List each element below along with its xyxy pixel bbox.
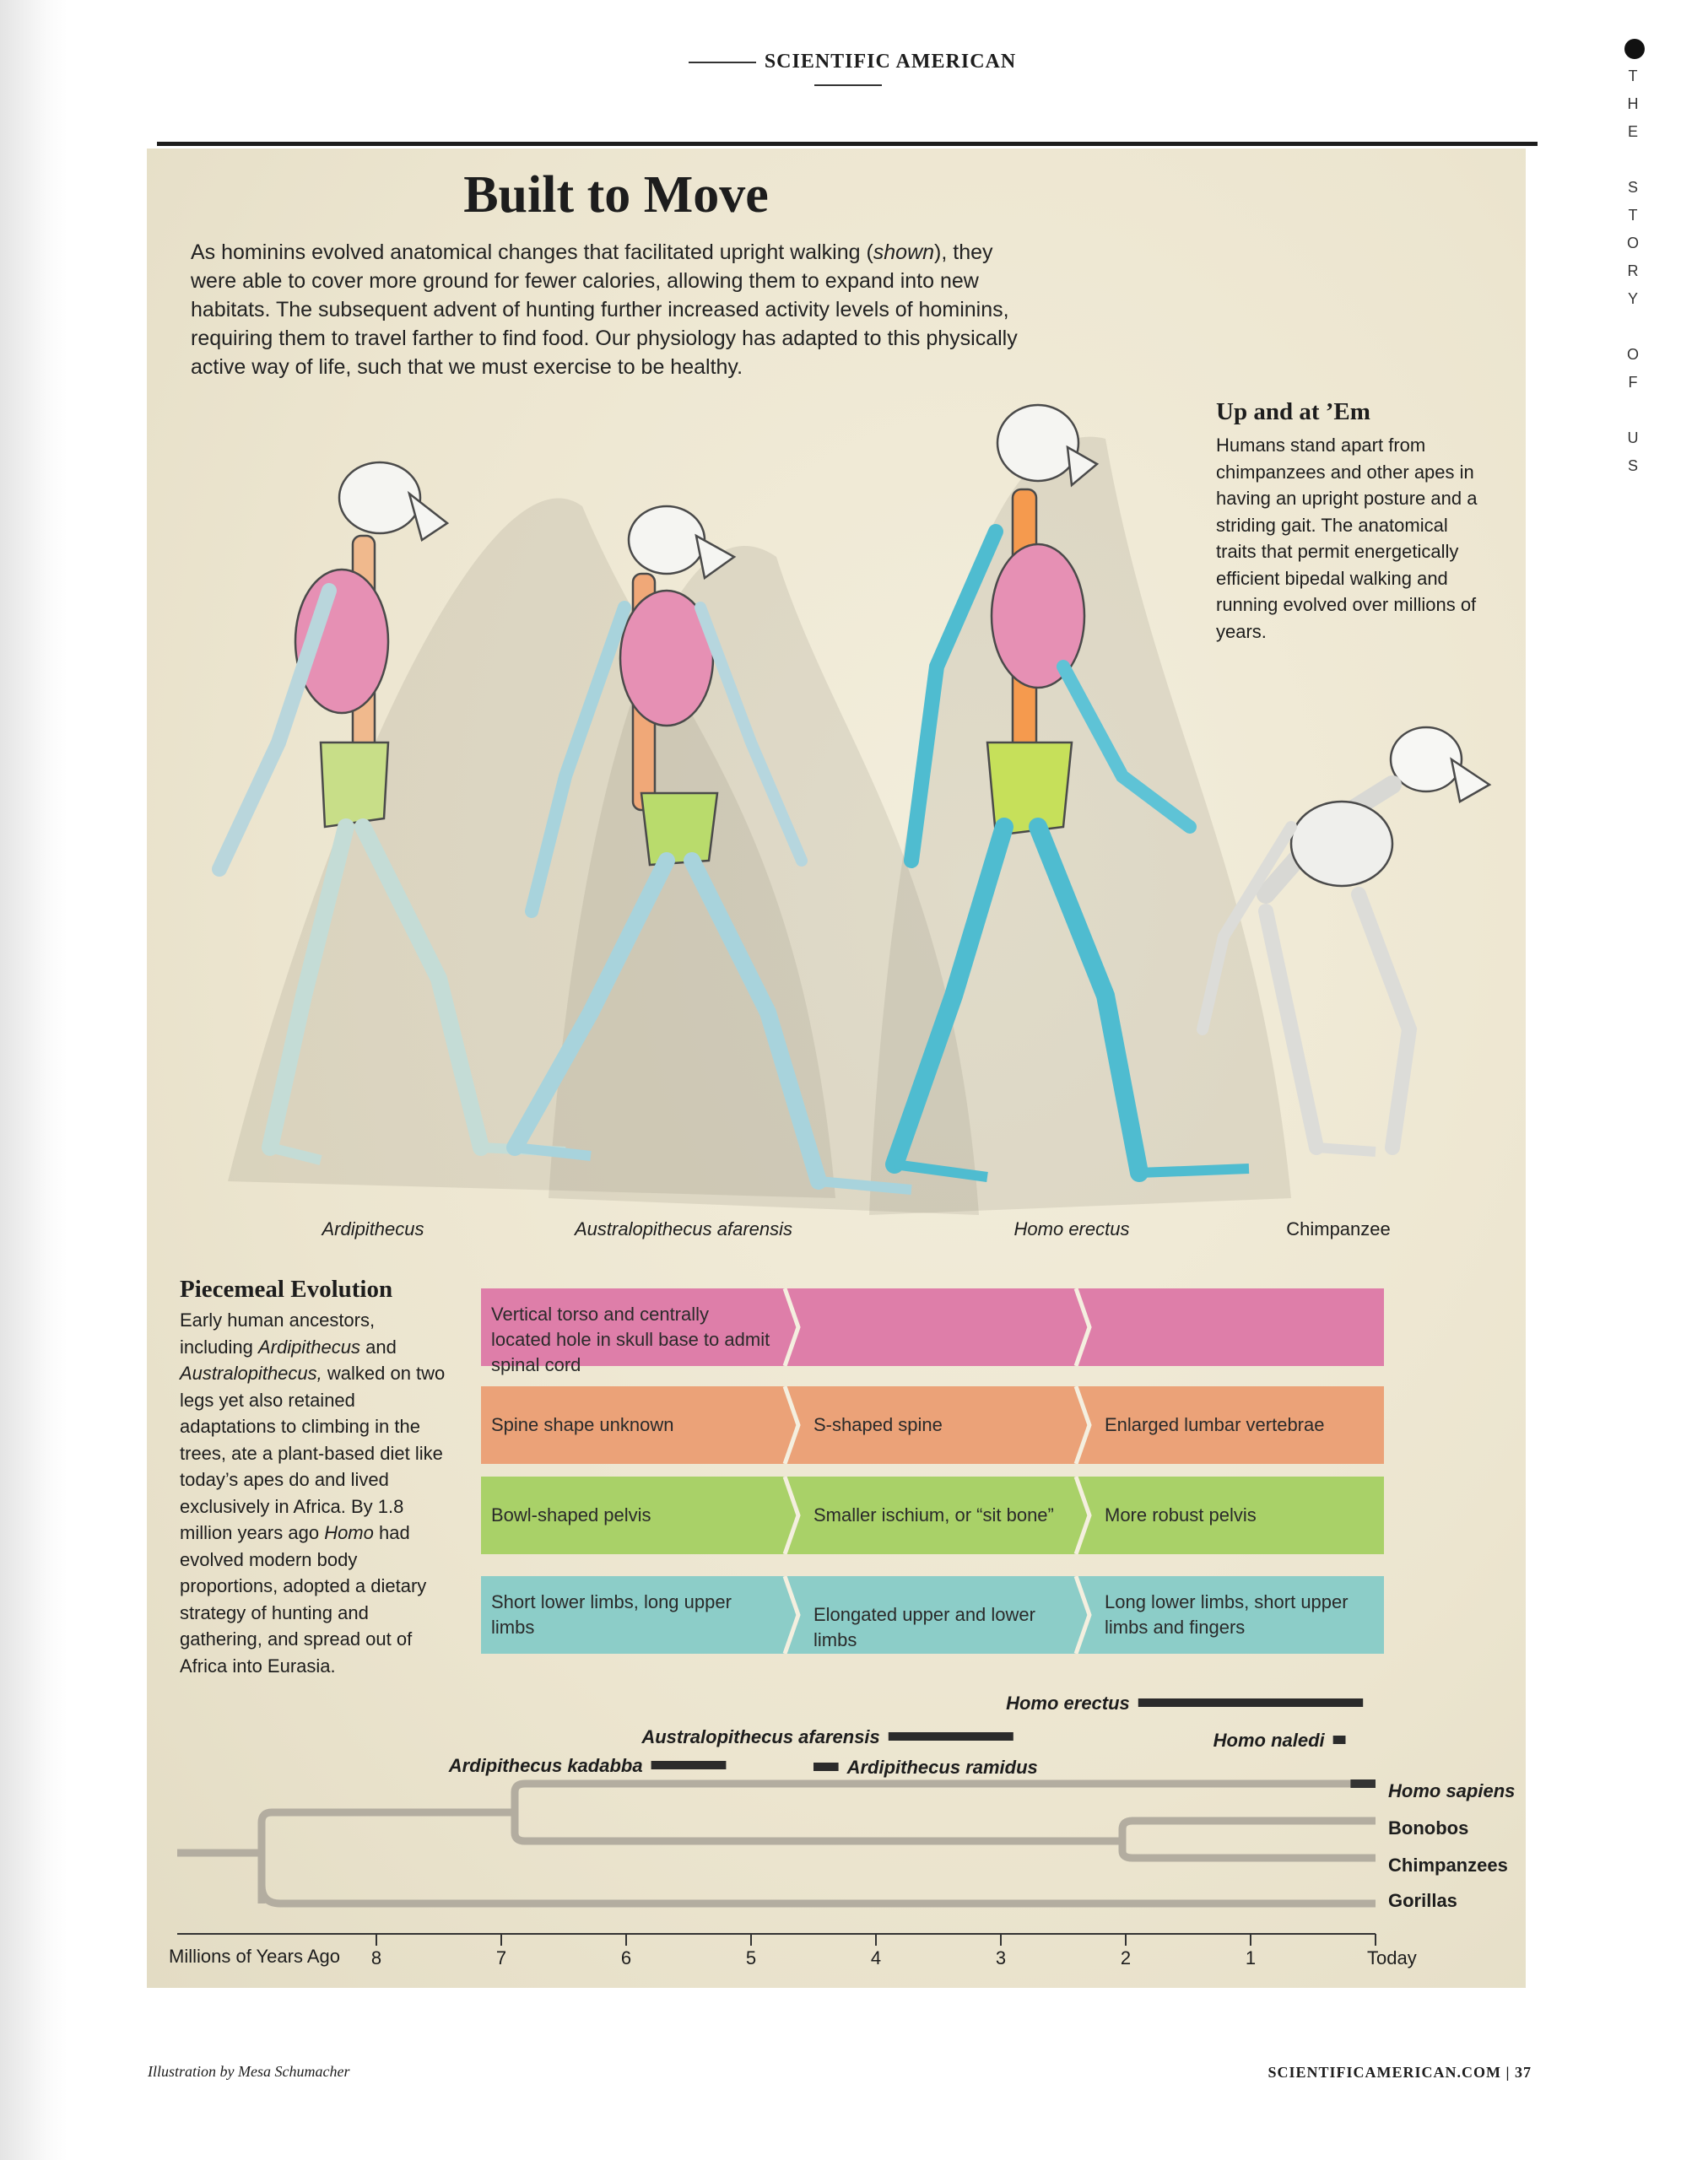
side-column-letter: U [1627, 429, 1639, 446]
side-column-letter: E [1627, 123, 1638, 140]
sidebar-title: Up and at ’Em [1216, 398, 1370, 425]
side-column-letter [1620, 318, 1646, 346]
piecemeal-title: Piecemeal Evolution [180, 1276, 393, 1303]
fossil-range-bar [651, 1761, 727, 1769]
time-axis-tick-label: 5 [745, 1947, 757, 1968]
section-dot-icon [1624, 39, 1645, 59]
living-species-label: Bonobos [1388, 1817, 1469, 1839]
side-column-letter: O [1626, 235, 1639, 251]
piecemeal-italic: Homo [324, 1522, 374, 1543]
side-column-label [1620, 68, 1646, 485]
intro-part-2: ), they were able to cover more ground for fewer calories, allowing them to expand into new habitats. The subsequent advent of hunting further increased activity levels of hominins, requiring them to travel farther to find food. Our physiology has adapted to this physically active way of life, such that we must exercise to be healthy. [191, 240, 1018, 379]
illustration-credit: Illustration by Mesa Schumacher [148, 2063, 350, 2080]
piecemeal-text: and [360, 1336, 397, 1358]
fossil-species-label: Ardipithecus ramidus [846, 1757, 1038, 1778]
time-axis-tick-label: 2 [1120, 1947, 1132, 1968]
piecemeal-italic: Ardipithecus [257, 1336, 361, 1358]
fossil-range-bar [813, 1763, 839, 1771]
species-label: Australopithecus afarensis [574, 1218, 793, 1239]
intro-part-1: As hominins evolved anatomical changes that facilitated upright walking ( [191, 240, 873, 264]
band-cell-text: Enlarged lumbar vertebrae [1105, 1414, 1325, 1435]
species-label: Homo erectus [1013, 1218, 1130, 1239]
living-species-label: Gorillas [1388, 1890, 1457, 1911]
time-axis-tick-label: 3 [995, 1947, 1007, 1968]
top-rule [157, 142, 1538, 146]
side-column-letter: Y [1627, 290, 1638, 307]
masthead: SCIENTIFIC AMERICAN [641, 51, 1055, 96]
side-column-letter: O [1626, 346, 1639, 363]
side-column-letter: H [1627, 95, 1639, 112]
band-cell-text: Vertical torso and centrally located hole in skull base to admit spinal cord [491, 1304, 770, 1375]
page-title: Built to Move [463, 166, 769, 224]
fossil-species-label: Homo erectus [1006, 1693, 1130, 1714]
living-species-label: Chimpanzees [1388, 1855, 1508, 1876]
side-column-letter: T [1628, 68, 1638, 84]
piecemeal-text: had evolved modern body proportions, adopted a dietary strategy of hunting and gathering, and spread out of Africa into Eurasia. [180, 1522, 427, 1677]
page-folio: SCIENTIFICAMERICAN.COM | 37 [1267, 2064, 1532, 2081]
piecemeal-text: walked on two legs yet also retained adaptations to climbing in the trees, ate a plant-based diet like today’s apes do and lived exclusively in Africa. By 1.8 million years ago [180, 1363, 446, 1543]
phylogeny-timeline [160, 1679, 1527, 1983]
side-column-letter: F [1628, 374, 1638, 391]
intro-italic: shown [873, 240, 935, 264]
band-cell-text: Spine shape unknown [491, 1414, 674, 1435]
fossil-species-label: Australopithecus afarensis [641, 1726, 880, 1747]
intro-text [191, 238, 1035, 381]
fossil-species-label: Ardipithecus kadabba [448, 1755, 643, 1776]
side-column-letter [1620, 151, 1646, 179]
time-axis-tick-label: 8 [370, 1947, 382, 1968]
band-cell-text: S-shaped spine [813, 1414, 943, 1435]
fossil-range-bar [1138, 1698, 1363, 1707]
band-cell-text: More robust pelvis [1105, 1504, 1257, 1526]
binding-shadow [0, 0, 68, 2160]
piecemeal-body [180, 1307, 450, 1679]
sidebar-body: Humans stand apart from chimpanzees and other apes in having an upright posture and a striding gait. The anatomical traits that permit energetically efficient bipedal walking and running evolved over millions of years. [1216, 435, 1478, 642]
time-axis-tick-label: 7 [495, 1947, 507, 1968]
side-column-letter: T [1628, 207, 1638, 224]
band-cell-text: Smaller ischium, or “sit bone” [813, 1504, 1054, 1526]
species-bar [1350, 1779, 1376, 1788]
species-label: Chimpanzee [1286, 1218, 1391, 1239]
band-limbs [481, 1576, 1384, 1654]
time-axis-tick-label: 1 [1245, 1947, 1257, 1968]
tree-branch-chimpanzees [1122, 1841, 1376, 1858]
band-cell-text: Elongated upper and lower limbs [813, 1604, 1035, 1650]
species-label: Ardipithecus [322, 1218, 424, 1239]
tree-branch-hominins [515, 1784, 1376, 1812]
tree-branch [262, 1812, 515, 1904]
band-pelvis [481, 1477, 1384, 1554]
side-column-letter [1620, 402, 1646, 429]
fossil-range-bar [1333, 1736, 1346, 1744]
time-axis-tick-label: 6 [620, 1947, 632, 1968]
band-cell-text: Bowl-shaped pelvis [491, 1504, 651, 1526]
band-spine [481, 1386, 1384, 1464]
tree-branch-bonobos [1122, 1821, 1376, 1841]
tree-branch-gorillas [262, 1885, 1376, 1904]
tree-branch-panins [515, 1812, 1122, 1841]
side-column-letter: R [1627, 262, 1639, 279]
band-torso [481, 1288, 1384, 1375]
band-cell-text: Short lower limbs, long upper limbs [491, 1591, 732, 1638]
piecemeal-text: Early human ancestors, including [180, 1310, 376, 1358]
living-species-label: Homo sapiens [1388, 1780, 1516, 1801]
fossil-species-label: Homo naledi [1213, 1730, 1325, 1751]
fossil-range-bar [889, 1732, 1013, 1741]
piecemeal-italic: Australopithecus, [180, 1363, 322, 1384]
time-axis-tick-label: 4 [870, 1947, 882, 1968]
time-axis-title: Millions of Years Ago [169, 1946, 341, 1967]
skeleton-illustration [194, 388, 1511, 1232]
band-cell-text: Long lower limbs, short upper limbs and fingers [1105, 1591, 1349, 1638]
side-column-letter: S [1627, 457, 1638, 474]
side-column-letter: S [1627, 179, 1638, 196]
time-axis-tick-label: Today [1367, 1947, 1417, 1968]
skeleton-shadow [869, 437, 1291, 1215]
